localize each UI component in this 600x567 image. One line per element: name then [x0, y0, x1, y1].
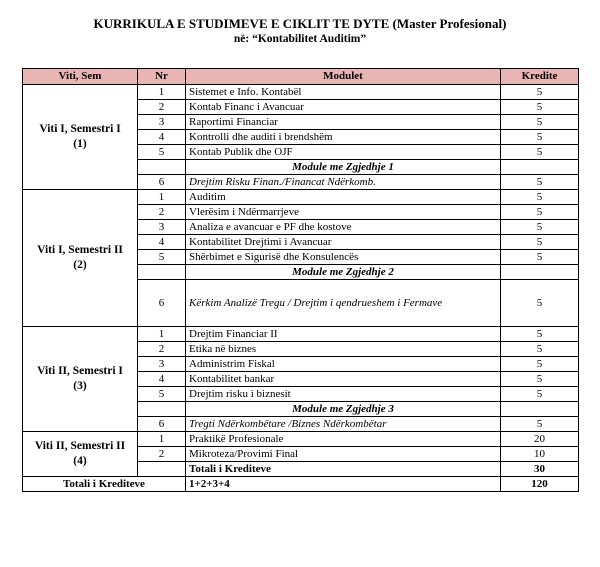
- semester-cell: [23, 432, 138, 477]
- optional-modules-header: Module me Zgjedhje 1: [186, 160, 501, 175]
- optional-modules-header: Module me Zgjedhje 2: [186, 265, 501, 280]
- subtotal-credits: 30: [501, 462, 579, 477]
- semester-label: Viti I, Semestri II: [37, 244, 123, 256]
- semester-cell: [23, 85, 138, 190]
- semester-label: Viti I, Semestri I: [39, 123, 121, 135]
- module-nr: 2: [138, 447, 186, 462]
- module-name: Analiza e avancuar e PF dhe kostove: [186, 220, 501, 235]
- module-credits: 10: [501, 447, 579, 462]
- table-row: [23, 432, 579, 447]
- module-credits: 5: [501, 327, 579, 342]
- table-row: [23, 190, 579, 205]
- module-credits: 5: [501, 100, 579, 115]
- module-nr: 5: [138, 250, 186, 265]
- module-name: Kontabilitet bankar: [186, 372, 501, 387]
- semester-label: Viti II, Semestri I: [37, 365, 123, 377]
- module-name: Shërbimet e Sigurisë dhe Konsulencës: [186, 250, 501, 265]
- module-credits: 5: [501, 145, 579, 160]
- table-row: [23, 85, 579, 100]
- module-name: Kontab Financ i Avancuar: [186, 100, 501, 115]
- module-credits: 5: [501, 372, 579, 387]
- module-nr: 2: [138, 100, 186, 115]
- curriculum-table: [22, 68, 579, 492]
- module-name: Drejtim Risku Finan./Financat Ndërkomb.: [186, 175, 501, 190]
- module-credits: 5: [501, 85, 579, 100]
- semester-number: (3): [73, 380, 87, 392]
- module-name: Drejtim risku i biznesit: [186, 387, 501, 402]
- module-credits: 5: [501, 417, 579, 432]
- total-label: Totali i Krediteve: [23, 477, 186, 492]
- subtotal-label: Totali i Krediteve: [186, 462, 501, 477]
- module-credits: 5: [501, 250, 579, 265]
- module-name: Kontrolli dhe auditi i brendshëm: [186, 130, 501, 145]
- module-name: Praktikë Profesionale: [186, 432, 501, 447]
- module-credits: 5: [501, 220, 579, 235]
- module-credits: 5: [501, 175, 579, 190]
- module-nr: 5: [138, 387, 186, 402]
- total-credits: 120: [501, 477, 579, 492]
- table-header-row: [23, 69, 579, 85]
- module-credits: 5: [501, 190, 579, 205]
- semester-number: (2): [73, 259, 87, 271]
- document-title: KURRIKULA E STUDIMEVE E CIKLIT TE DYTE (Master Profesional): [93, 16, 507, 31]
- module-nr: 1: [138, 327, 186, 342]
- module-name: Administrim Fiskal: [186, 357, 501, 372]
- header-nr: Nr: [138, 69, 186, 85]
- module-credits: 5: [501, 280, 579, 327]
- header-module: Modulet: [186, 69, 501, 85]
- module-name: Vlerësim i Ndërmarrjeve: [186, 205, 501, 220]
- semester-cell: [23, 327, 138, 432]
- module-nr: 5: [138, 145, 186, 160]
- module-credits: 5: [501, 205, 579, 220]
- module-credits: 5: [501, 235, 579, 250]
- module-name: Raportimi Financiar: [186, 115, 501, 130]
- module-nr: 2: [138, 342, 186, 357]
- header-semester: Viti, Sem: [23, 69, 138, 85]
- module-nr: 4: [138, 235, 186, 250]
- module-name: Kërkim Analizë Tregu / Drejtim i qendrueshem i Fermave: [186, 280, 501, 327]
- total-formula: 1+2+3+4: [186, 477, 501, 492]
- module-name: Etika në biznes: [186, 342, 501, 357]
- module-credits: 5: [501, 130, 579, 145]
- module-nr: 4: [138, 372, 186, 387]
- semester-cell: [23, 190, 138, 327]
- document-subtitle: në: “Kontabilitet Auditim”: [233, 33, 367, 45]
- header-credits: Kredite: [501, 69, 579, 85]
- module-nr: 1: [138, 190, 186, 205]
- module-nr: 3: [138, 220, 186, 235]
- module-name: Tregti Ndërkombëtare /Biznes Ndërkombëtar: [186, 417, 501, 432]
- module-nr: 1: [138, 85, 186, 100]
- module-credits: 5: [501, 115, 579, 130]
- module-nr: 6: [138, 280, 186, 327]
- module-credits: 5: [501, 357, 579, 372]
- module-name: Mikroteza/Provimi Final: [186, 447, 501, 462]
- semester-number: (4): [73, 455, 87, 467]
- module-name: Kontab Publik dhe OJF: [186, 145, 501, 160]
- table-row: [23, 327, 579, 342]
- total-row: [23, 477, 579, 492]
- module-credits: 5: [501, 387, 579, 402]
- module-credits: 20: [501, 432, 579, 447]
- module-name: Kontabilitet Drejtimi i Avancuar: [186, 235, 501, 250]
- module-nr: 6: [138, 175, 186, 190]
- module-nr: 1: [138, 432, 186, 447]
- module-nr: 6: [138, 417, 186, 432]
- optional-modules-header: Module me Zgjedhje 3: [186, 402, 501, 417]
- module-nr: 4: [138, 130, 186, 145]
- module-nr: 3: [138, 115, 186, 130]
- module-credits: 5: [501, 342, 579, 357]
- module-name: Drejtim Financiar II: [186, 327, 501, 342]
- module-nr: 2: [138, 205, 186, 220]
- module-name: Sistemet e Info. Kontabël: [186, 85, 501, 100]
- semester-label: Viti II, Semestri II: [34, 440, 126, 452]
- semester-number: (1): [73, 138, 87, 150]
- module-nr: 3: [138, 357, 186, 372]
- module-name: Auditim: [186, 190, 501, 205]
